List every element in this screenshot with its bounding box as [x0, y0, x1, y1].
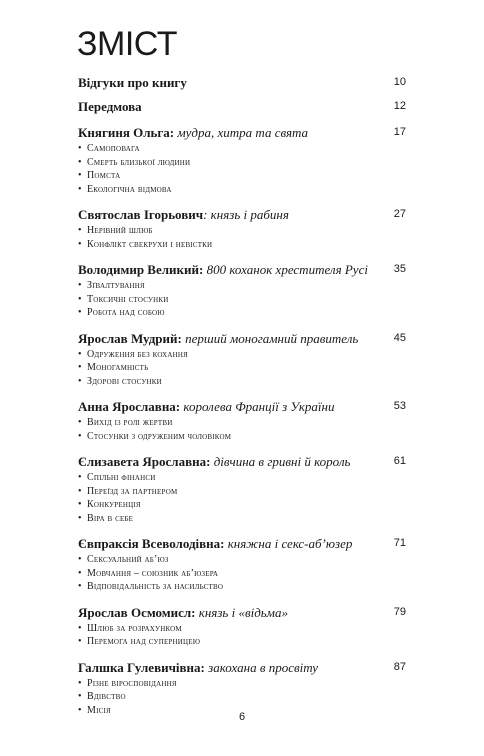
page-number: 6	[238, 711, 246, 723]
bullet-icon: •	[78, 183, 82, 195]
toc-entry	[78, 331, 406, 389]
chapter-page-number: 27	[393, 208, 406, 220]
subtopic-label: Екологічна відмова	[87, 183, 172, 195]
toc-entry-heading	[78, 207, 406, 222]
chapter-page-number: 10	[393, 76, 406, 88]
chapter-subtitle: закохана в просвіту	[208, 659, 319, 675]
subtopic-item	[78, 430, 406, 444]
subtopic-label: Моногамність	[87, 362, 149, 373]
toc-entry-heading	[78, 454, 406, 469]
subtopic-label: Стосунки з одруженим чоловіком	[87, 430, 232, 442]
subtopic-label: Місія	[87, 704, 111, 716]
subtopic-label: Шлюб за розрахунком	[87, 622, 182, 634]
subtopic-item	[78, 375, 406, 389]
subtopic-label: Спільні фінанси	[87, 472, 156, 483]
chapter-subtitle: дівчина в гривні й король	[213, 454, 351, 469]
subtopic-list	[78, 142, 406, 196]
bullet-icon: •	[78, 622, 82, 634]
bullet-icon: •	[78, 554, 82, 565]
bullet-icon: •	[78, 636, 82, 647]
chapter-page-number: 71	[393, 537, 406, 549]
subtopic-label: Віра в себе	[87, 512, 134, 524]
chapter-subtitle: : князь і рабиня	[203, 207, 289, 222]
bullet-icon: •	[78, 375, 82, 387]
subtopic-label: Конфлікт свекрухи і невістки	[87, 238, 213, 250]
bullet-icon: •	[78, 472, 82, 483]
subtopic-list	[78, 471, 406, 525]
subtopic-item	[78, 471, 406, 485]
subtopic-item	[78, 512, 406, 526]
subtopic-item	[78, 553, 406, 567]
toc-entry-heading	[78, 331, 406, 346]
bullet-icon: •	[78, 430, 82, 442]
chapter-name: Володимир Великий:	[78, 262, 204, 277]
chapter-page-number: 79	[393, 605, 406, 618]
chapter-name: Ярослав Осмомисл:	[78, 604, 196, 620]
page-title: ЗМІСТ	[77, 25, 177, 63]
subtopic-item	[78, 622, 406, 636]
toc-entry-heading	[78, 660, 406, 675]
bullet-icon: •	[78, 691, 82, 702]
subtopic-label: Різне віросповідання	[87, 677, 177, 689]
toc-entry	[78, 399, 406, 443]
bullet-icon: •	[78, 156, 82, 168]
subtopic-label: Відповідальність за насильство	[87, 581, 224, 592]
toc-entry-heading	[78, 125, 406, 140]
subtopic-item	[78, 361, 406, 375]
subtopic-item	[78, 416, 406, 430]
toc-entry	[78, 454, 406, 525]
subtopic-label: Переїзд за партнером	[87, 485, 178, 497]
subtopic-item	[78, 238, 406, 252]
toc-entry	[78, 75, 406, 90]
subtopic-label: Вдівство	[87, 691, 126, 702]
subtopic-label: Вихід із ролі жертви	[87, 417, 173, 428]
subtopic-label: Одруження без кохання	[87, 348, 188, 360]
subtopic-list	[78, 553, 406, 594]
subtopic-item	[78, 224, 406, 238]
toc-entry	[78, 207, 406, 251]
chapter-name: Анна Ярославна:	[78, 399, 181, 414]
chapter-page-number: 53	[393, 400, 406, 412]
bullet-icon: •	[78, 143, 82, 154]
bullet-icon: •	[78, 704, 82, 716]
subtopic-item	[78, 690, 406, 704]
subtopic-label: Сексуальний аб’юз	[87, 554, 169, 565]
chapter-page-number: 35	[393, 263, 406, 275]
table-of-contents	[78, 75, 406, 717]
toc-entry-heading	[78, 605, 406, 620]
bullet-icon: •	[78, 677, 82, 689]
subtopic-list	[78, 416, 406, 443]
toc-entry	[78, 536, 406, 594]
bullet-icon: •	[78, 225, 82, 236]
chapter-name: Відгуки про книгу	[78, 75, 187, 90]
chapter-name: Євпраксія Всеволодівна:	[78, 536, 225, 551]
toc-entry	[78, 99, 406, 114]
subtopic-label: Помста	[87, 170, 121, 181]
subtopic-item	[78, 348, 406, 362]
chapter-name: Передмова	[78, 99, 142, 114]
chapter-subtitle: княжна і секс-аб’юзер	[227, 536, 353, 551]
toc-entry	[78, 125, 406, 196]
subtopic-label: Зґвалтування	[87, 280, 145, 291]
subtopic-item	[78, 580, 406, 594]
subtopic-list	[78, 279, 406, 320]
subtopic-list	[78, 224, 406, 251]
bullet-icon: •	[78, 307, 82, 318]
toc-entry-heading	[78, 262, 406, 277]
chapter-page-number: 87	[393, 660, 406, 673]
bullet-icon: •	[78, 567, 82, 579]
subtopic-item	[78, 306, 406, 320]
toc-entry	[78, 660, 406, 718]
bullet-icon: •	[78, 293, 82, 305]
subtopic-label: Перемога над суперницею	[87, 636, 201, 647]
toc-entry-heading	[78, 75, 406, 90]
toc-entry	[78, 605, 406, 649]
bullet-icon: •	[78, 512, 82, 524]
chapter-page-number: 45	[393, 331, 406, 344]
subtopic-label: Смерть близької людини	[87, 156, 191, 168]
toc-entry-heading	[78, 99, 406, 114]
bullet-icon: •	[78, 280, 82, 291]
toc-entry-heading	[78, 399, 406, 414]
chapter-page-number: 61	[393, 455, 406, 467]
chapter-name: Княгиня Ольга:	[78, 125, 175, 140]
subtopic-label: Самоповага	[87, 143, 140, 154]
subtopic-item	[78, 635, 406, 649]
subtopic-label: Токсичні стосунки	[87, 293, 169, 305]
subtopic-item	[78, 498, 406, 512]
bullet-icon: •	[78, 362, 82, 373]
chapter-name: Єлизавета Ярославна:	[78, 454, 211, 469]
subtopic-item	[78, 293, 406, 307]
chapter-name: Святослав Ігорьович	[78, 207, 204, 222]
bullet-icon: •	[78, 170, 82, 181]
chapter-subtitle: мудра, хитра та свята	[177, 125, 309, 140]
bullet-icon: •	[78, 238, 82, 250]
chapter-name: Галшка Гулевичівна:	[78, 659, 205, 675]
chapter-name: Ярослав Мудрий:	[78, 330, 182, 346]
chapter-page-number: 17	[393, 126, 406, 138]
subtopic-item	[78, 279, 406, 293]
subtopic-label: Конкуренція	[87, 499, 141, 510]
chapter-subtitle: перший моногамний правитель	[185, 330, 359, 346]
bullet-icon: •	[78, 499, 82, 510]
bullet-icon: •	[78, 485, 82, 497]
subtopic-list	[78, 348, 406, 389]
chapter-page-number: 12	[393, 100, 406, 112]
chapter-subtitle: 800 коханок хрестителя Русі	[206, 262, 368, 277]
subtopic-item	[78, 142, 406, 156]
subtopic-item	[78, 183, 406, 197]
bullet-icon: •	[78, 348, 82, 360]
subtopic-item	[78, 485, 406, 499]
chapter-subtitle: королева Франції з України	[183, 399, 335, 414]
subtopic-label: Нерівний шлюб	[87, 225, 153, 236]
bullet-icon: •	[78, 417, 82, 428]
subtopic-item	[78, 156, 406, 170]
subtopic-label: Здорові стосунки	[87, 375, 162, 387]
bullet-icon: •	[78, 581, 82, 592]
toc-entry-heading	[78, 536, 406, 551]
subtopic-label: Мовчання – союзник аб’юзера	[87, 567, 219, 579]
subtopic-item	[78, 567, 406, 581]
subtopic-list	[78, 622, 406, 649]
toc-entry	[78, 262, 406, 320]
subtopic-item	[78, 169, 406, 183]
subtopic-item	[78, 677, 406, 691]
chapter-subtitle: князь і «відьма»	[198, 604, 288, 620]
subtopic-label: Робота над собою	[87, 307, 165, 318]
